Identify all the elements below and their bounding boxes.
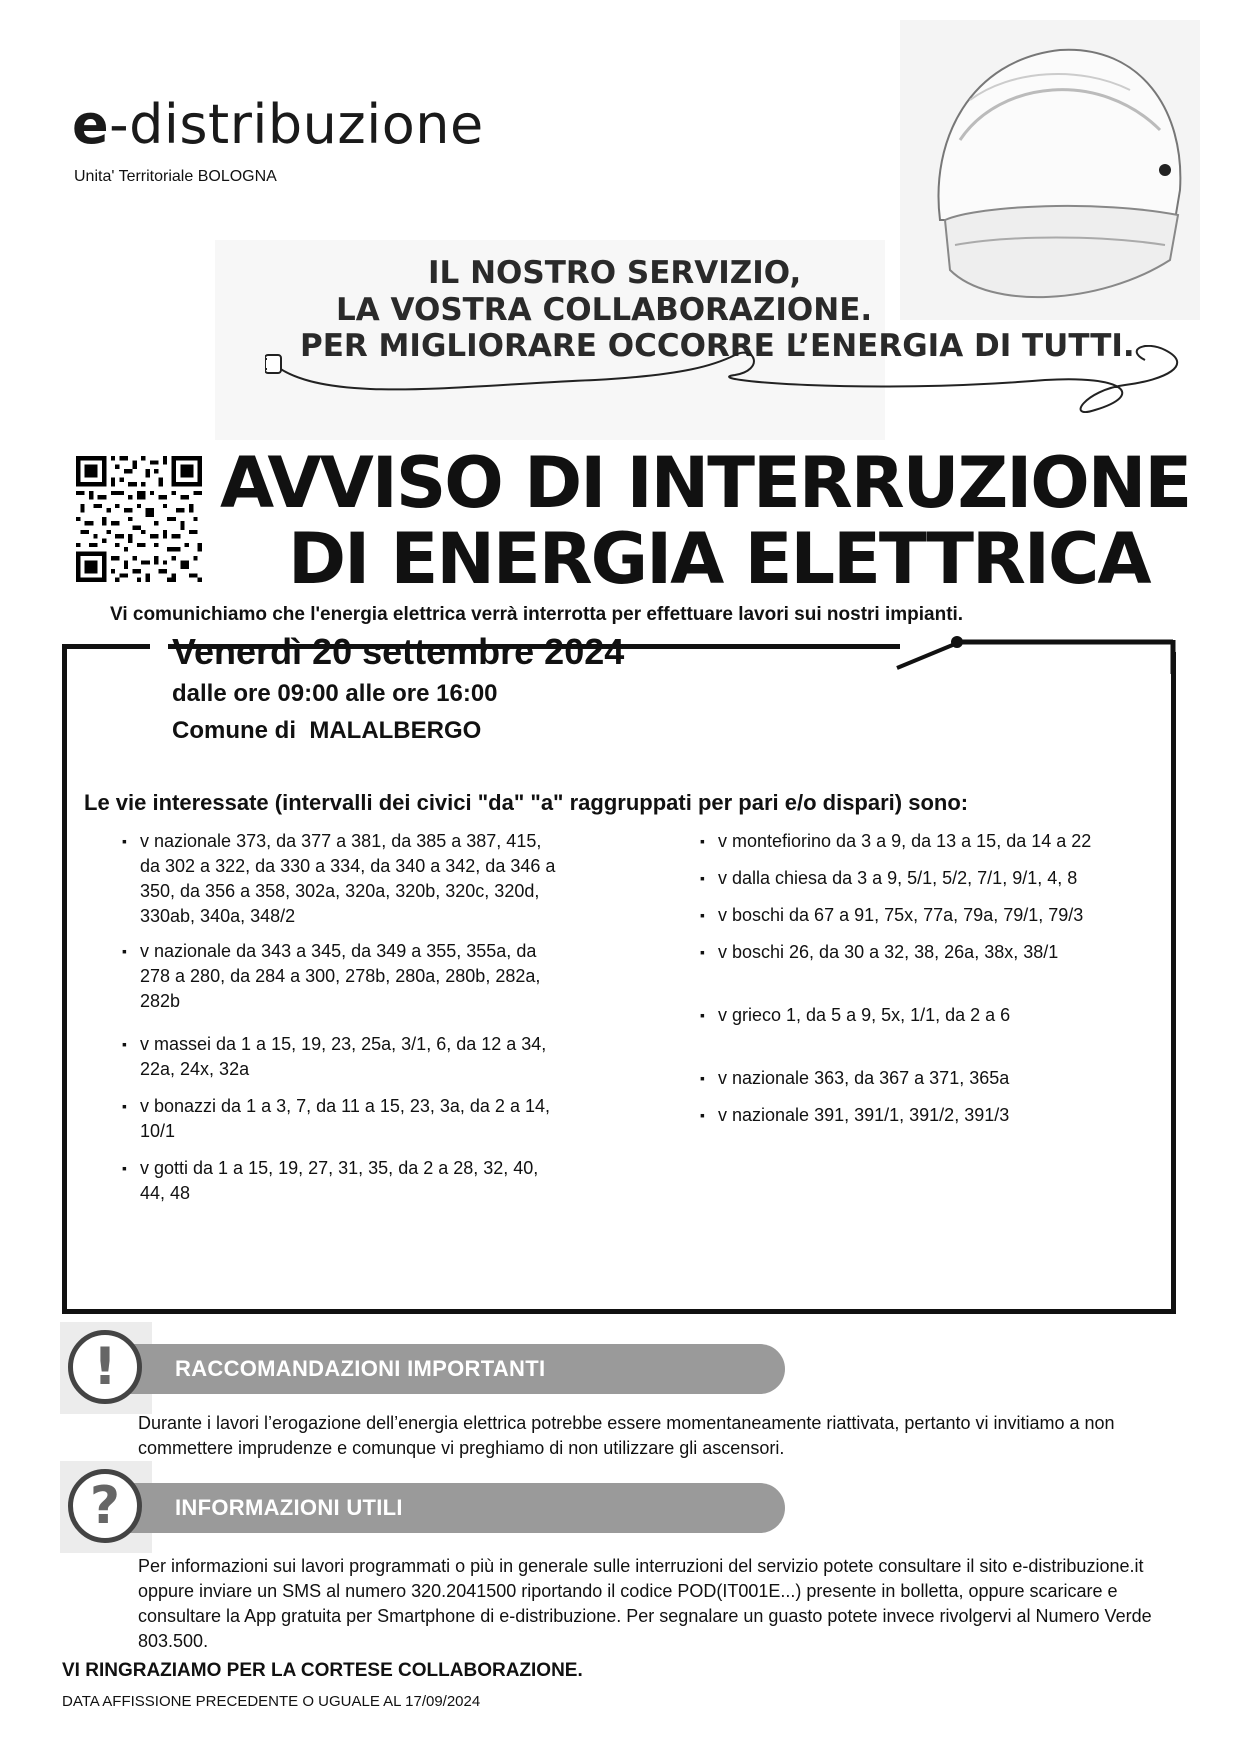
list-item: ▪ v bonazzi da 1 a 3, 7, da 11 a 15, 23, 3a, da 2 a 14, 10/1 [122, 1094, 562, 1144]
territorial-unit: Unita' Territoriale BOLOGNA [74, 168, 277, 185]
power-cable-icon [265, 345, 1200, 430]
info-label: INFORMAZIONI UTILI [175, 1495, 403, 1520]
slogan-line-3: PER MIGLIORARE OCCORRE L’ENERGIA DI TUTTI. [300, 328, 1135, 365]
thanks-text: VI RINGRAZIAMO PER LA CORTESE COLLABORAZIONE. [62, 1660, 583, 1681]
intro-text: Vi comunichiamo che l'energia elettrica verrà interrotta per effettuare lavori sui nostri impianti. [110, 604, 964, 625]
list-item: ▪ v boschi 26, da 30 a 32, 38, 26a, 38x, 38/1 [700, 940, 1150, 965]
slogan-line-2: LA VOSTRA COLLABORAZIONE. [336, 291, 873, 328]
list-item: ▪ v gotti da 1 a 15, 19, 27, 31, 35, da 2 a 28, 32, 40, 44, 48 [122, 1156, 562, 1206]
voltage-probe-icon [895, 628, 1185, 674]
helmet-icon [900, 20, 1200, 320]
list-item: ▪ v nazionale 363, da 367 a 371, 365a [700, 1066, 1150, 1091]
streets-list-right [700, 829, 1150, 1128]
info-text: Per informazioni sui lavori programmati o più in generale sulle interruzioni del servizio potete consultare il sito e-distribuzione.it oppure inviare un SMS al numero 320.2041500 riportando il codice POD(IT001E...) presente in bolletta, oppure scaricare e consultare la App gratuita per Smartphone di e-distribuzione. Per segnalare un guasto potete invece rivolgervi al Numero Verde 803.500. [138, 1556, 1152, 1651]
list-item: ▪ v massei da 1 a 15, 19, 23, 25a, 3/1, 6, da 12 a 34, 22a, 24x, 32a [122, 1032, 562, 1082]
box-border-gap [150, 638, 168, 652]
exclamation-icon: ! [68, 1330, 142, 1404]
list-item: ▪ v nazionale 373, da 377 a 381, da 385 a 387, 415, da 302 a 322, da 330 a 334, da 340 a 342, da 346 a 350, da 356 a 358, 302a, 320a, 320b, 320c, 320d, 330ab, 340a, 348/2 [122, 829, 562, 929]
streets-heading: Le vie interessate (intervalli dei civici "da" "a" raggruppati per pari e/o dispari) sono: [84, 790, 969, 815]
interruption-hours: dalle ore 09:00 alle ore 16:00 [172, 680, 498, 707]
streets-list-left [122, 829, 562, 1206]
list-item: ▪ v boschi da 67 a 91, 75x, 77a, 79a, 79/1, 79/3 [700, 903, 1150, 928]
brand-logo-text: -distribuzione [109, 93, 484, 156]
brand-logo [72, 93, 484, 156]
slogan-line-1: IL NOSTRO SERVIZIO, [428, 255, 802, 291]
qr-code[interactable] [76, 456, 202, 582]
list-item: ▪ v montefiorino da 3 a 9, da 13 a 15, da 14 a 22 [700, 829, 1150, 854]
notice-title-line-1: AVVISO DI INTERRUZIONE [220, 442, 1191, 524]
list-item: ▪ v nazionale da 343 a 345, da 349 a 355, 355a, da 278 a 280, da 284 a 300, 278b, 280a, 280b, 282a, 282b [122, 939, 562, 1014]
list-item: ▪ v dalla chiesa da 3 a 9, 5/1, 5/2, 7/1, 9/1, 4, 8 [700, 866, 1150, 891]
list-item: ▪ v grieco 1, da 5 a 9, 5x, 1/1, da 2 a 6 [700, 1003, 1150, 1028]
notice-title-line-2: DI ENERGIA ELETTRICA [288, 518, 1150, 600]
brand-logo-e: e [72, 93, 110, 156]
notice-title [220, 442, 1191, 600]
list-item: ▪ v nazionale 391, 391/1, 391/2, 391/3 [700, 1103, 1150, 1128]
recommendations-label: RACCOMANDAZIONI IMPORTANTI [175, 1356, 546, 1381]
posting-date: DATA AFFISSIONE PRECEDENTE O UGUALE AL 17/09/2024 [62, 1693, 481, 1710]
interruption-comune: Comune di MALALBERGO [172, 717, 482, 744]
interruption-date: Venerdì 20 settembre 2024 [172, 631, 625, 672]
recommendations-text: Durante i lavori l’erogazione dell’energia elettrica potrebbe essere momentaneamente riattivata, pertanto vi invitiamo a non commettere imprudenze e comunque vi preghiamo di non utilizzare gli ascensori. [138, 1413, 1115, 1458]
question-icon: ? [68, 1469, 142, 1543]
